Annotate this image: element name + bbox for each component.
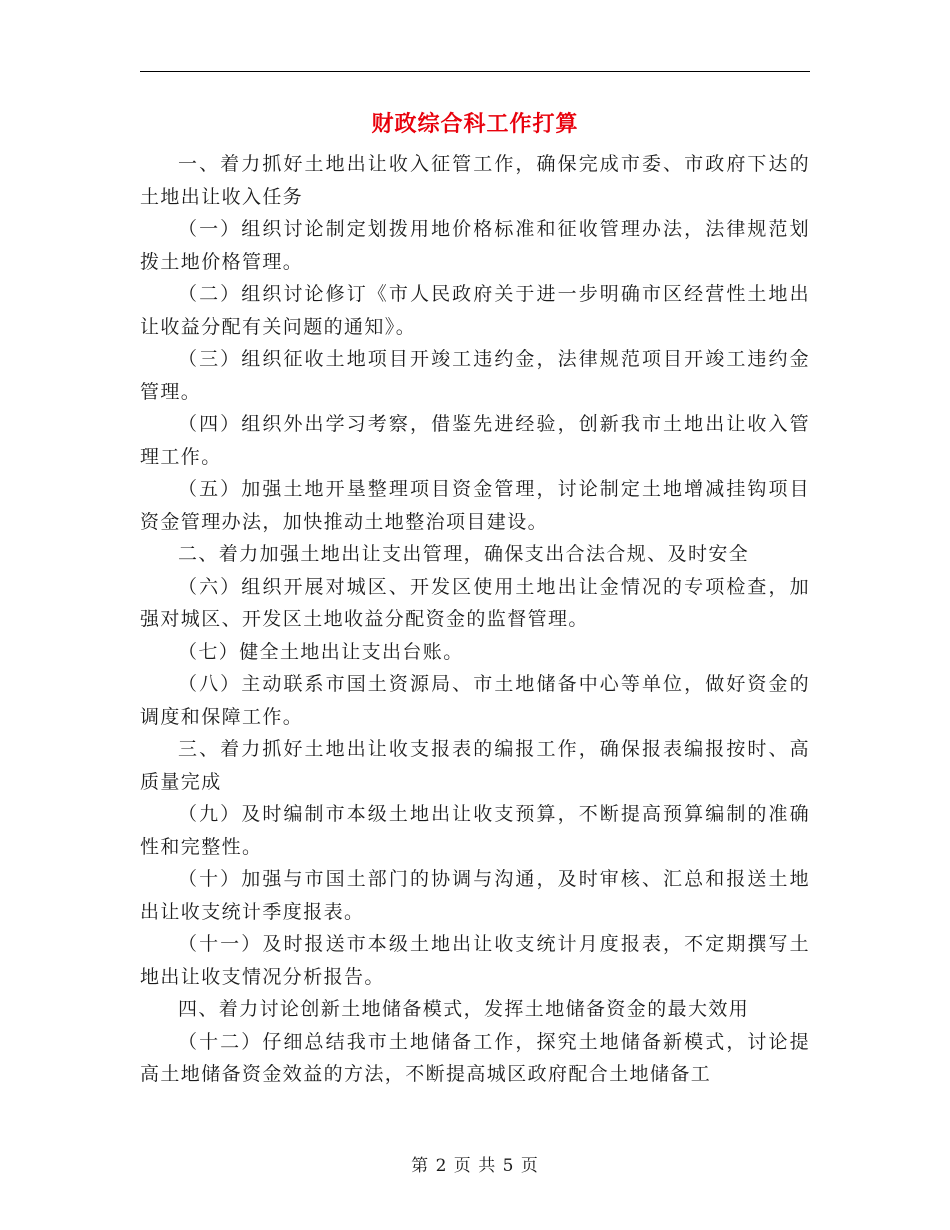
paragraph-item-6: （六）组织开展对城区、开发区使用土地出让金情况的专项检查，加强对城区、开发区土地收益分配资金的监督管理。 [140,575,810,630]
footer-total-pages: 5 [502,1156,515,1176]
paragraph-item-9: （九）及时编制市本级土地出让收支预算，不断提高预算编制的准确性和完整性。 [140,803,810,858]
section-heading-4: 四、着力讨论创新土地储备模式，发挥土地储备资金的最大效用 [178,998,750,1020]
paragraph-item-3: （三）组织征收土地项目开竣工违约金，法律规范项目开竣工违约金管理。 [140,348,810,403]
paragraph-item-8: （八）主动联系市国土资源局、市土地储备中心等单位，做好资金的调度和保障工作。 [140,673,810,728]
section-heading-3: 三、着力抓好土地出让收支报表的编报工作，确保报表编报按时、高质量完成 [140,738,810,793]
paragraph-item-5: （五）加强土地开垦整理项目资金管理，讨论制定土地增减挂钩项目资金管理办法，加快推动土地整治项目建设。 [140,478,810,533]
paragraph-item-12: （十二）仔细总结我市土地储备工作，探究土地储备新模式，讨论提高土地储备资金效益的方法，不断提高城区政府配合土地储备工 [140,1030,810,1085]
section-heading-1: 一、着力抓好土地出让收入征管工作，确保完成市委、市政府下达的土地出让收入任务 [140,153,810,208]
document-title: 财政综合科工作打算 [371,111,579,137]
section-heading-2: 二、着力加强土地出让支出管理，确保支出合法合规、及时安全 [178,543,750,565]
paragraph-item-11: （十一）及时报送市本级土地出让收支统计月度报表，不定期撰写土地出让收支情况分析报告。 [140,933,810,988]
paragraph-item-1: （一）组织讨论制定划拨用地价格标准和征收管理办法，法律规范划拨土地价格管理。 [140,218,810,273]
footer-middle: 页 共 [453,1156,497,1176]
footer-prefix: 第 [411,1156,430,1176]
header-rule [140,71,810,72]
paragraph-item-7: （七）健全土地出让支出台账。 [178,640,464,663]
footer-page-number: 2 [435,1156,448,1176]
document-body [140,148,810,1091]
paragraph-item-2: （二）组织讨论修订《市人民政府关于进一步明确市区经营性土地出让收益分配有关问题的通知》。 [140,283,810,338]
paragraph-item-4: （四）组织外出学习考察，借鉴先进经验，创新我市土地出让收入管理工作。 [140,413,810,468]
paragraph-item-10: （十）加强与市国土部门的协调与沟通，及时审核、汇总和报送土地出让收支统计季度报表。 [140,868,810,923]
footer-suffix: 页 [520,1156,539,1176]
page-footer [0,1154,950,1178]
